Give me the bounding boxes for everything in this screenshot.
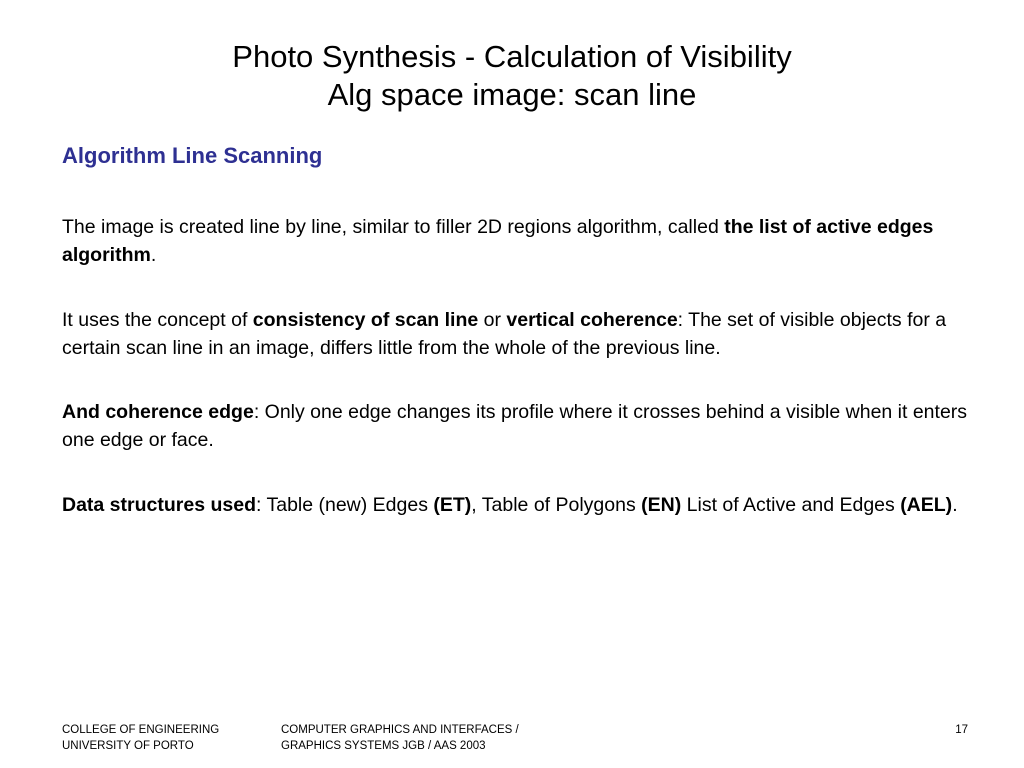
paragraph-bold-term: vertical coherence [506, 309, 678, 331]
paragraph-bold-term: consistency of scan line [252, 309, 479, 331]
paragraph-text: , Table of Polygons [471, 494, 642, 516]
footer-course-line-1: COMPUTER GRAPHICS AND INTERFACES / [281, 724, 519, 736]
slide-title-line-2: Alg space image: scan line [327, 77, 697, 112]
paragraph-text: : Table (new) Edges [255, 494, 434, 516]
paragraph-bold-term: And coherence edge [62, 401, 254, 423]
section-heading: Algorithm Line Scanning [62, 143, 323, 168]
paragraph-bold-term: (EN) [641, 494, 682, 516]
paragraph-bold-term: Data structures used [62, 494, 256, 516]
page-number: 17 [955, 724, 968, 736]
paragraph-scan-line-consistency [62, 306, 982, 362]
footer-course [281, 722, 519, 754]
paragraph-text: : Only one edge changes its profile where it crosses behind a visible when it enters one edge or face. [62, 401, 968, 451]
footer-institution-line-1: COLLEGE OF ENGINEERING [62, 724, 220, 736]
footer-institution [62, 722, 219, 754]
paragraph-text: List of Active and Edges [681, 494, 901, 516]
paragraph-text: or [478, 309, 507, 331]
paragraph-text: It uses the concept of [62, 309, 253, 331]
paragraph-active-edges [62, 213, 982, 269]
slide-title-line-1: Photo Synthesis - Calculation of Visibility [232, 39, 792, 74]
paragraph-text: The image is created line by line, similar to filler 2D regions algorithm, called [62, 216, 725, 238]
paragraph-text: . [150, 244, 157, 266]
paragraph-bold-term: (ET) [433, 494, 472, 516]
paragraph-text: . [952, 494, 958, 516]
paragraph-bold-term: (AEL) [900, 494, 953, 516]
paragraph-data-structures [62, 491, 982, 519]
paragraph-text: : The set of visible objects for a certain scan line in an image, differs little from the whole of the previous line. [62, 309, 947, 359]
footer-institution-line-2: UNIVERSITY OF PORTO [62, 740, 194, 752]
paragraph-bold-term: the list of active edges algorithm [62, 216, 934, 266]
paragraph-edge-coherence [62, 398, 982, 454]
slide-title [0, 38, 1024, 114]
footer-course-line-2: GRAPHICS SYSTEMS JGB / AAS 2003 [281, 740, 486, 752]
